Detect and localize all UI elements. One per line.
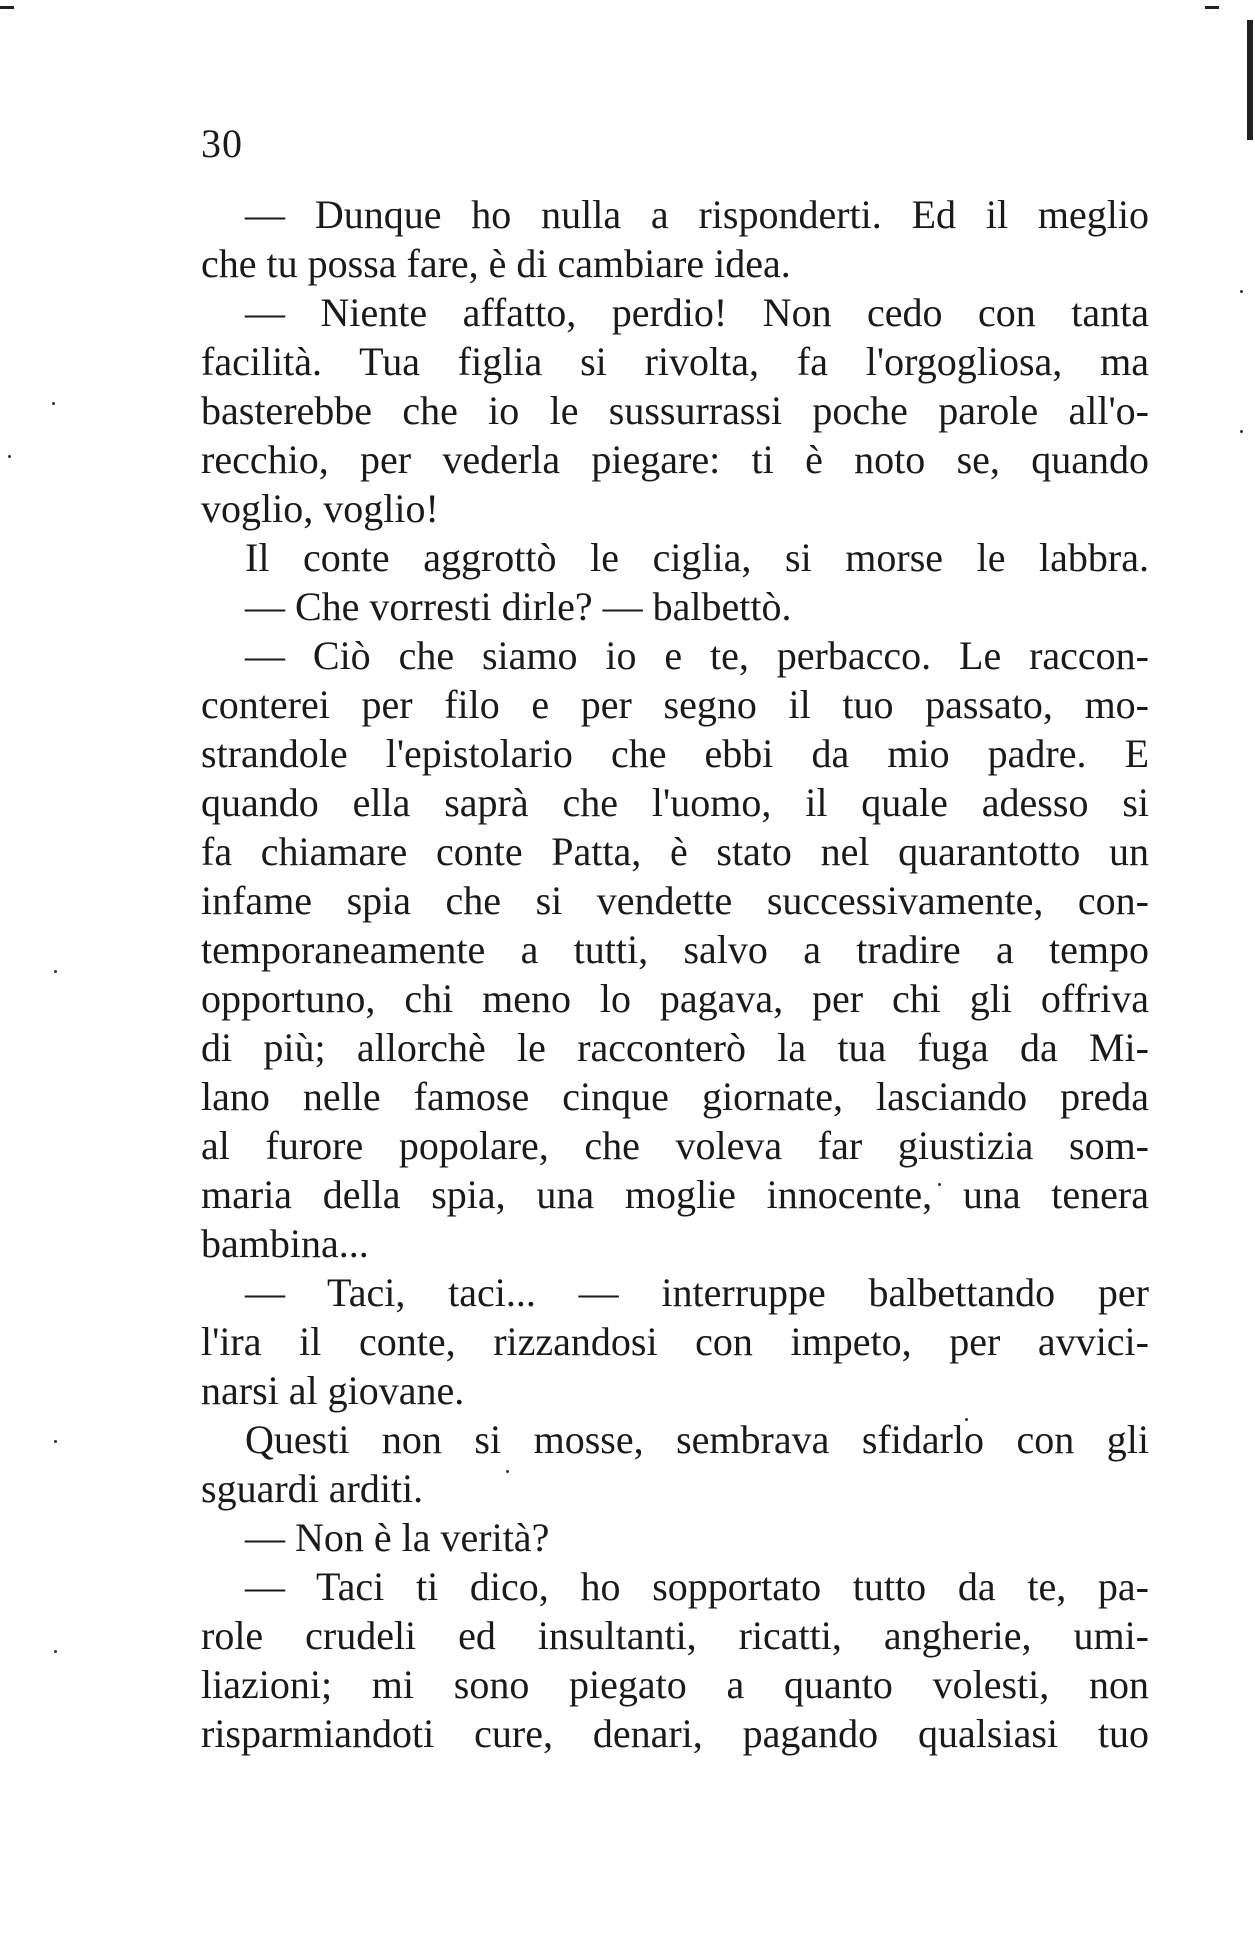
text-line: Questi non si mosse, sembrava sfidarlo con gli <box>245 1417 1149 1462</box>
text-line: narsi al giovane. <box>201 1368 465 1413</box>
text-line: conterei per filo e per segno il tuo passato, mo- <box>201 682 1149 727</box>
text-line: strandole l'epistolario che ebbi da mio padre. E <box>201 731 1149 776</box>
text-line: basterebbe che io le sussurrassi poche parole all'o- <box>201 388 1149 433</box>
text-line: — Niente affatto, perdio! Non cedo con tanta <box>245 290 1149 335</box>
scan-edge-mark <box>1205 6 1219 9</box>
scan-speck <box>52 402 55 405</box>
scan-speck <box>1240 290 1243 293</box>
text-line: maria della spia, una moglie innocente, una tenera <box>201 1172 1149 1217</box>
text-line: — Che vorresti dirle? — balbettò. <box>245 584 792 629</box>
scan-speck <box>54 1440 57 1443</box>
scan-speck <box>8 455 11 458</box>
text-line: al furore popolare, che voleva far giustizia som- <box>201 1123 1149 1168</box>
text-line: — Ciò che siamo io e te, perbacco. Le raccon- <box>245 633 1149 678</box>
text-line: Il conte aggrottò le ciglia, si morse le labbra. <box>245 535 1149 580</box>
scan-edge-mark <box>0 6 14 9</box>
page-number: 30 <box>201 121 243 166</box>
text-line: lano nelle famose cinque giornate, lasciando preda <box>201 1074 1149 1119</box>
text-line: voglio, voglio! <box>201 486 439 531</box>
text-line: — Non è la verità? <box>245 1515 550 1560</box>
text-line: — Taci ti dico, ho sopportato tutto da te, pa- <box>245 1564 1149 1609</box>
body-text <box>201 190 1149 1758</box>
text-line: l'ira il conte, rizzandosi con impeto, per avvici- <box>201 1319 1149 1364</box>
text-line: risparmiandoti cure, denari, pagando qualsiasi tuo <box>201 1711 1149 1756</box>
scan-speck <box>1240 430 1243 433</box>
text-line: liazioni; mi sono piegato a quanto volesti, non <box>201 1662 1149 1707</box>
text-line: sguardi arditi. <box>201 1466 424 1511</box>
text-line: che tu possa fare, è di cambiare idea. <box>201 241 791 286</box>
text-line: fa chiamare conte Patta, è stato nel quarantotto un <box>201 829 1149 874</box>
text-line: di più; allorchè le racconterò la tua fuga da Mi- <box>201 1025 1149 1070</box>
text-line: quando ella saprà che l'uomo, il quale adesso si <box>201 780 1149 825</box>
scan-speck <box>54 970 57 973</box>
text-line: temporaneamente a tutti, salvo a tradire a tempo <box>201 927 1149 972</box>
text-line: facilità. Tua figlia si rivolta, fa l'orgogliosa, ma <box>201 339 1149 384</box>
scan-edge-mark <box>1247 20 1253 140</box>
text-line: role crudeli ed insultanti, ricatti, angherie, umi- <box>201 1613 1149 1658</box>
scan-speck <box>54 1650 57 1653</box>
text-line: — Taci, taci... — interruppe balbettando per <box>245 1270 1149 1315</box>
text-line: bambina... <box>201 1221 369 1266</box>
text-line: infame spia che si vendette successivamente, con- <box>201 878 1149 923</box>
text-line: opportuno, chi meno lo pagava, per chi gli offriva <box>201 976 1149 1021</box>
text-line: — Dunque ho nulla a risponderti. Ed il meglio <box>245 192 1149 237</box>
text-line: recchio, per vederla piegare: ti è noto se, quando <box>201 437 1149 482</box>
